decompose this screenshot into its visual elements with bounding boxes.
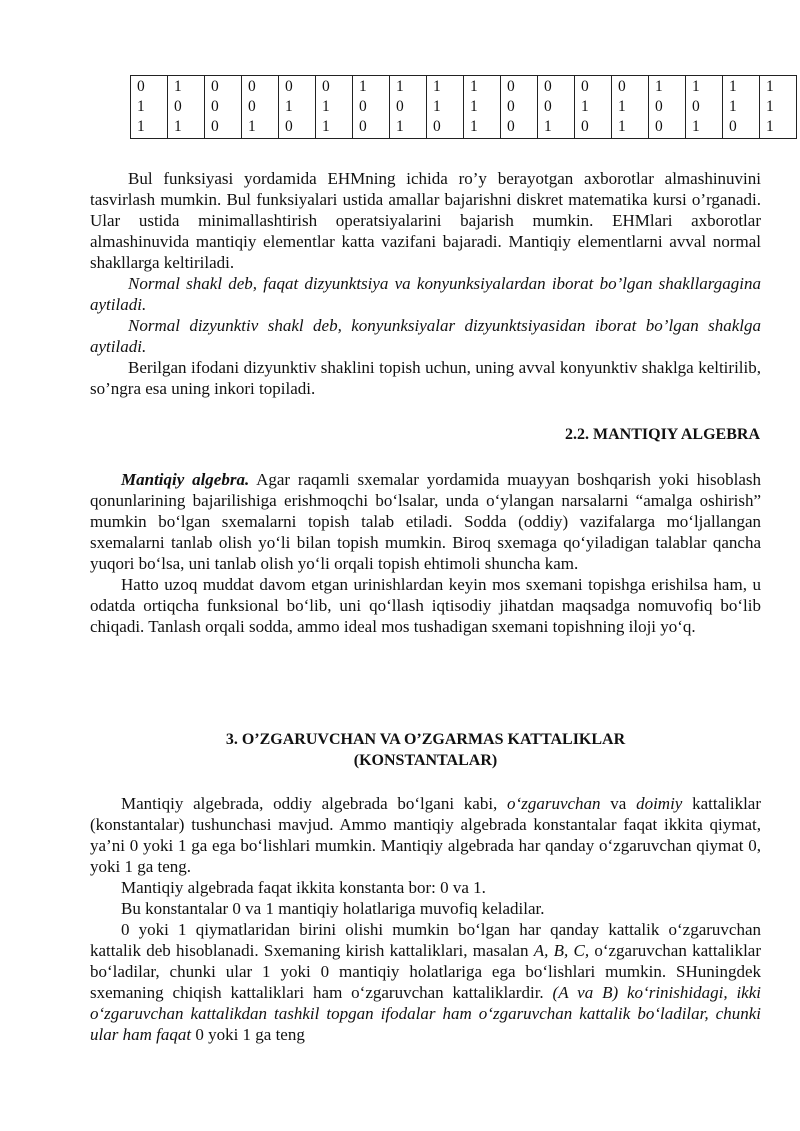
truth-table-value: 0 — [618, 78, 626, 95]
truth-table-value: 1 — [396, 78, 404, 95]
truth-table-value: 1 — [396, 118, 404, 135]
truth-table-value: 1 — [766, 118, 774, 135]
truth-table-value: 0 — [396, 98, 404, 115]
term-variable: o‘zgaruvchan — [507, 794, 601, 813]
paragraph-text: 0 yoki 1 ga teng — [191, 1025, 305, 1044]
truth-table-value: 0 — [137, 78, 145, 95]
truth-table-value: 1 — [655, 78, 663, 95]
truth-table-cell — [131, 76, 168, 139]
truth-table — [130, 75, 797, 139]
section-2-2-body — [90, 469, 761, 637]
truth-table-value: 1 — [729, 98, 737, 115]
section-3-body — [90, 793, 761, 1045]
truth-table-value: 0 — [692, 98, 700, 115]
truth-table-cell — [390, 76, 427, 139]
paragraph: Hatto uzoq muddat davom etgan urinishlardan keyin mos sxemani topishga erishilsa ham, u odatda ortiqcha funksional bo‘lib, uni qo‘llash iqtisodiy jihatdan maqsadga nomuvofiq bo‘lib chiqadi. Tanlash orqali sodda, ammo ideal mos tushadigan sxemani topishning iloji yo‘q. — [90, 575, 761, 636]
truth-table-value: 1 — [137, 118, 145, 135]
truth-table-value: 0 — [544, 78, 552, 95]
section-intro — [90, 168, 761, 399]
paragraph: Berilgan ifodani dizyunktiv shaklini topish uchun, uning avval konyunktiv shaklga keltirilib, so’ngra esa uning inkori topiladi. — [90, 358, 761, 398]
truth-table-value: 1 — [544, 118, 552, 135]
truth-table-cell — [316, 76, 353, 139]
truth-table-value: 1 — [137, 98, 145, 115]
section-heading-3 — [90, 729, 761, 771]
truth-table-value: 1 — [766, 98, 774, 115]
paragraph-definition-normal-form: Normal shakl deb, faqat dizyunktsiya va konyunksiyalardan iborat bo’lgan shakllargagina aytiladi. — [90, 274, 761, 314]
truth-table-value: 0 — [211, 78, 219, 95]
paragraph-text: Agar raqamli sxemalar yordamida muayyan boshqarish yoki hisoblash qonunlarining bajarilishiga erishmoqchi bo‘lsalar, unda o‘ylangan narsalarni “amalga oshirish” mumkin bo‘lgan sxemalarni topish talab etiladi. Sodda (oddiy) vazifalarga mo‘ljallangan sxemalarni tanlab olish yo‘li bilan topish mumkin. Biroq sxemaga qo‘yiladigan talablar qancha yuqori bo‘lsa, uni tanlab olish yo‘li orqali topish ehtimoli shuncha kam. — [90, 470, 761, 573]
truth-table-value: 1 — [174, 78, 182, 95]
truth-table-value: 1 — [322, 98, 330, 115]
truth-table-value: 0 — [655, 118, 663, 135]
truth-table-value: 0 — [507, 98, 515, 115]
truth-table-cell — [427, 76, 464, 139]
truth-table-value: 1 — [359, 78, 367, 95]
truth-table-value: 0 — [359, 98, 367, 115]
truth-table-value: 0 — [581, 118, 589, 135]
truth-table-value: 1 — [322, 118, 330, 135]
paragraph-text: kattaliklar (konstantalar) tushunchasi mavjud. Ammo mantiqiy algebrada konstantalar faqat ikkita qiymat, ya’ni 0 yoki 1 ga ega bo‘lishlari mumkin. Mantiqiy algebrada har qanday o‘zgaruvchan qiymat 0, yoki 1 ga teng. — [90, 794, 761, 876]
heading-line-2: (KONSTANTALAR) — [353, 752, 498, 769]
paragraph: Bu konstantalar 0 va 1 mantiqiy holatlariga muvofiq keladilar. — [121, 899, 545, 918]
truth-table-row — [131, 76, 797, 139]
truth-table-value: 1 — [174, 118, 182, 135]
truth-table-value: 0 — [507, 78, 515, 95]
truth-table-cell — [575, 76, 612, 139]
truth-table-cell — [649, 76, 686, 139]
paragraph — [90, 793, 761, 877]
truth-table-value: 0 — [174, 98, 182, 115]
truth-table-value: 1 — [285, 98, 293, 115]
variable-names: A, B, C, — [533, 941, 590, 960]
truth-table-value: 0 — [359, 118, 367, 135]
truth-table-cell — [538, 76, 575, 139]
truth-table-value: 0 — [729, 118, 737, 135]
truth-table-value: 0 — [285, 118, 293, 135]
truth-table-cell — [612, 76, 649, 139]
paragraph — [90, 469, 761, 574]
truth-table-value: 1 — [618, 118, 626, 135]
truth-table-value: 1 — [433, 78, 441, 95]
section-heading-2-2: 2.2. MANTIQIY ALGEBRA — [565, 426, 760, 443]
truth-table-cell — [353, 76, 390, 139]
truth-table-cell — [501, 76, 538, 139]
truth-table-cell — [760, 76, 797, 139]
truth-table-value: 1 — [470, 118, 478, 135]
truth-table-value: 0 — [285, 78, 293, 95]
truth-table-value: 0 — [248, 98, 256, 115]
truth-table-value: 1 — [248, 118, 256, 135]
term-constant: doimiy — [636, 794, 683, 813]
truth-table-cell — [723, 76, 760, 139]
truth-table-value: 0 — [581, 78, 589, 95]
truth-table-cell — [242, 76, 279, 139]
truth-table-cell — [464, 76, 501, 139]
truth-table-cell — [279, 76, 316, 139]
paragraph: Bul funksiyasi yordamida EHMning ichida ro’y berayotgan axborotlar almashinuvini tasvirlash mumkin. Bul funksiyalari ustida amallar bajarishni diskret matematika kursi o’rganadi. Ular ustida minimallashtirish operatsiyalarini bajarish mumkin. EHMlari axborotlar almashinuvida mantiqiy elementlar katta vazifani bajaradi. Mantiqiy elementlarni avval normal shakllarga keltiriladi. — [90, 169, 761, 272]
truth-table-value: 1 — [470, 78, 478, 95]
truth-table-value: 0 — [544, 98, 552, 115]
truth-table-value: 1 — [433, 98, 441, 115]
truth-table-cell — [205, 76, 242, 139]
truth-table-cell — [168, 76, 205, 139]
paragraph-text: 0 yoki 1 qiymatlaridan birini olishi mumkin bo‘lgan har qanday kattalik o‘zgaruvchan kattalik deb hisoblanadi. Sxemaning kirish kattaliklari, masalan — [90, 920, 761, 960]
heading-line-1: 3. O’ZGARUVCHAN VA O’ZGARMAS KATTALIKLAR — [225, 731, 626, 748]
truth-table-value: 1 — [692, 78, 700, 95]
lead-term: Mantiqiy algebra. — [121, 470, 250, 489]
truth-table-cell — [686, 76, 723, 139]
truth-table-value: 0 — [507, 118, 515, 135]
truth-table-value: 1 — [729, 78, 737, 95]
truth-table-value: 0 — [433, 118, 441, 135]
truth-table-value: 1 — [692, 118, 700, 135]
paragraph: Mantiqiy algebrada faqat ikkita konstanta bor: 0 va 1. — [121, 878, 486, 897]
paragraph-italic-text: (A va B) ko‘rinishidagi, ikki o‘zgaruvchan kattalikdan tashkil topgan ifodalar ham o‘zgaruvchan kattalik bo‘ladilar, chunki ular ham faqat — [90, 983, 761, 1044]
paragraph-definition-dnf: Normal dizyunktiv shakl deb, konyunksiyalar dizyunktsiyasidan iborat bo’lgan shaklga aytiladi. — [90, 316, 761, 356]
truth-table-value: 1 — [766, 78, 774, 95]
truth-table-value: 0 — [211, 118, 219, 135]
paragraph-text: Mantiqiy algebrada, oddiy algebrada bo‘lgani kabi, — [121, 794, 508, 813]
truth-table-value: 0 — [322, 78, 330, 95]
paragraph-text: va — [600, 794, 637, 813]
truth-table-value: 1 — [581, 98, 589, 115]
truth-table-value: 1 — [618, 98, 626, 115]
paragraph-text: o‘zgaruvchan kattaliklar bo‘ladilar, chunki ular 1 yoki 0 mantiqiy holatlariga ega bo‘lishlari mumkin. SHuningdek sxemaning chiqish kattaliklari ham o‘zgaruvchan kattaliklardir. — [90, 941, 761, 1002]
truth-table-value: 1 — [470, 98, 478, 115]
paragraph — [90, 919, 761, 1045]
truth-table-value: 0 — [248, 78, 256, 95]
truth-table-value: 0 — [655, 98, 663, 115]
truth-table-value: 0 — [211, 98, 219, 115]
